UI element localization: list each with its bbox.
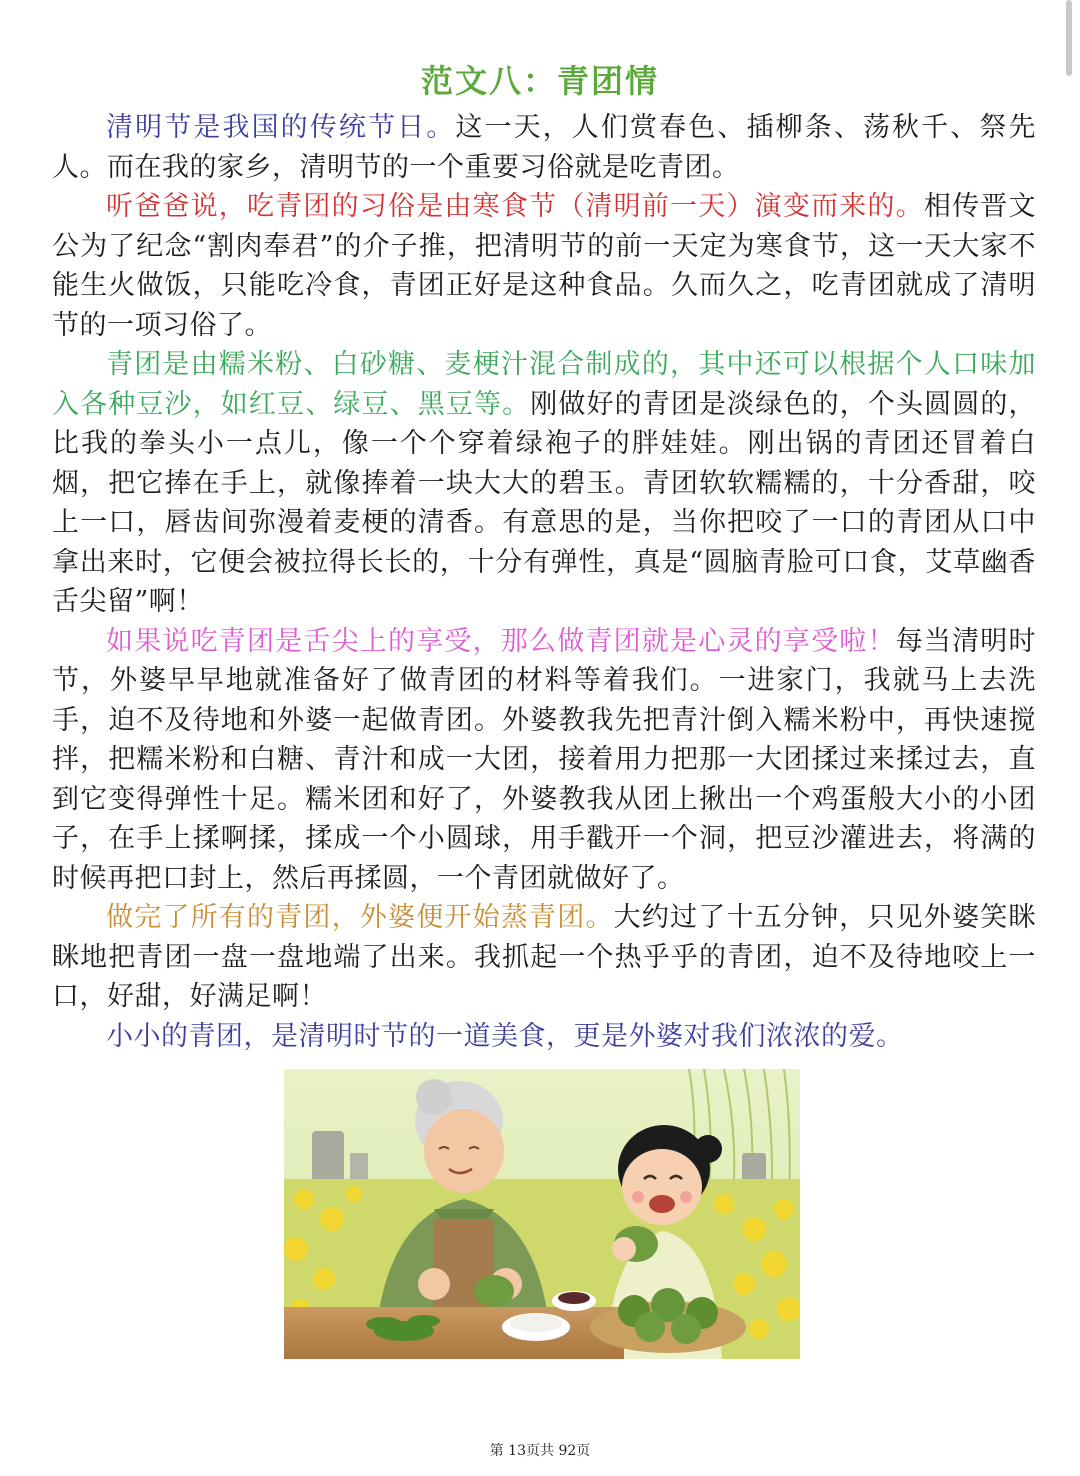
paragraph-3-text: 刚做好的青团是淡绿色的，个头圆圆的，比我的拳头小一点儿，像一个个穿着绿袍子的胖娃娃。刚出锅的青团还冒着白烟，把它捧在手上，就像捧着一块大大的碧玉。青团软软糯糯的，十分香甜，咬上一口，唇齿间弥漫着麦梗的清香。有意思的是，当你把咬了一口的青团从口中拿出来时，它便会被拉得长长的，十分有弹性，真是“圆脑青脸可口食，艾草幽香舌尖留”啊！	[52, 388, 1036, 617]
paragraph-4	[52, 622, 1036, 899]
paragraph-6-highlight: 小小的青团，是清明时节的一道美食，更是外婆对我们浓浓的爱。	[106, 1020, 904, 1052]
paragraph-3	[52, 345, 1036, 622]
paragraph-3-highlight: 青团是由糯米粉、白砂糖、麦梗汁混合制成的，其中还可以根据个人口味加入各种豆沙，如红豆、绿豆、黑豆等。	[52, 349, 1036, 420]
paragraph-5-highlight: 做完了所有的青团，外婆便开始蒸青团。	[106, 902, 614, 933]
paragraph-5-text: 大约过了十五分钟，只见外婆笑眯眯地把青团一盘一盘地端了出来。我抓起一个热乎乎的青团，迫不及待地咬上一口，好甜，好满足啊！	[52, 902, 1036, 1012]
paragraph-1-text: 这一天，人们赏春色、插柳条、荡秋千、祭先人。而在我的家乡，清明节的一个重要习俗就是吃青团。	[52, 112, 1037, 183]
illustration-grandma-girl-qingtuan	[284, 1069, 800, 1359]
page-number-footer: 第 13页共 92页	[489, 1443, 591, 1459]
page-title: 范文八：青团情	[420, 62, 659, 100]
paragraph-2-text: 相传晋文公为了纪念“割肉奉君”的介子推，把清明节的前一天定为寒食节，这一天大家不能生火做饭，只能吃冷食，青团正好是这种食品。久而久之，吃青团就成了清明节的一项习俗了。	[52, 191, 1036, 341]
paragraph-1-highlight: 清明节是我国的传统节日。	[106, 112, 456, 143]
paragraph-4-highlight: 如果说吃青团是舌尖上的享受，那么做青团就是心灵的享受啦！	[106, 625, 896, 657]
paragraph-2-highlight: 听爸爸说，吃青团的习俗是由寒食节（清明前一天）演变而来的。	[106, 191, 924, 222]
essay-body	[52, 108, 1036, 1056]
paragraph-6	[52, 1017, 1036, 1057]
paragraph-1	[52, 108, 1036, 187]
paragraph-5	[52, 898, 1036, 1017]
paragraph-2	[52, 187, 1036, 345]
paragraph-4-text: 每当清明时节，外婆早早地就准备好了做青团的材料等着我们。一进家门，我就马上去洗手，迫不及待地和外婆一起做青团。外婆教我先把青汁倒入糯米粉中，再快速搅拌，把糯米粉和白糖、青汁和成一大团，接着用力把那一大团揉过来揉过去，直到它变得弹性十足。糯米团和好了，外婆教我从团上揪出一个鸡蛋般大小的小团子，在手上揉啊揉，揉成一个小圆球，用手戳开一个洞，把豆沙灌进去，将满的时候再把口封上，然后再揉圆，一个青团就做好了。	[52, 625, 1036, 894]
